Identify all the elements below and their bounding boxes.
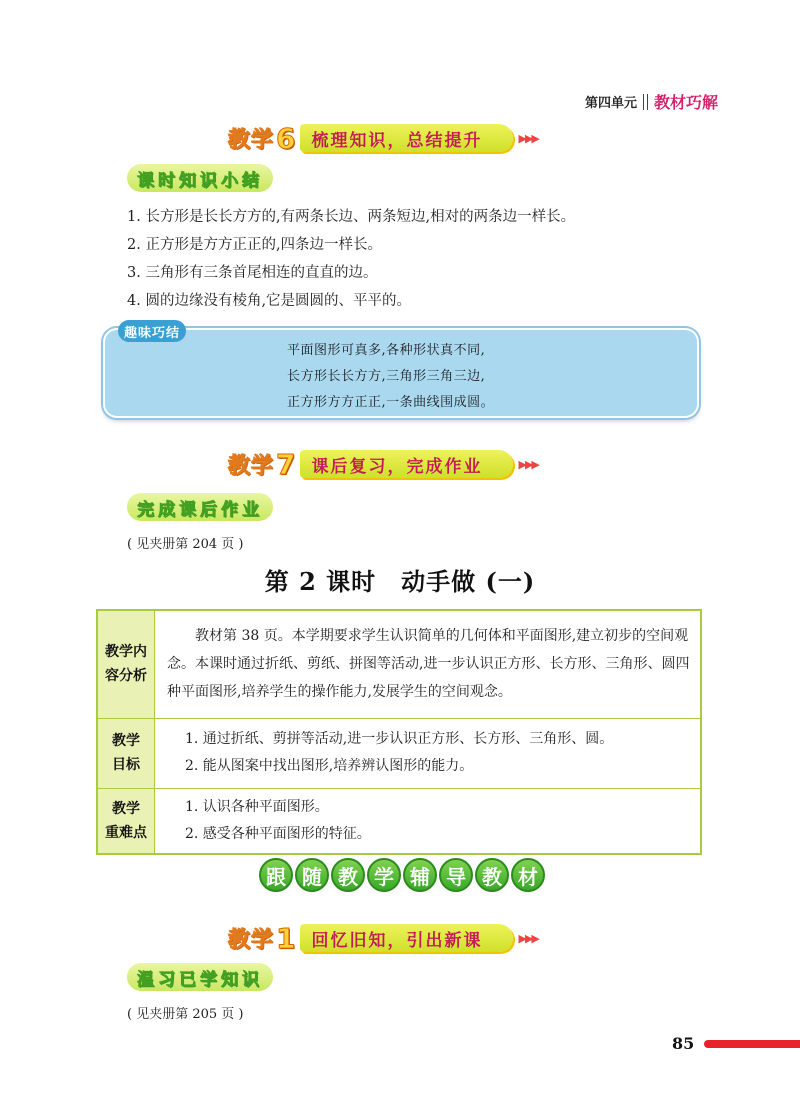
arrow-icon: ▶▶▶	[518, 131, 538, 145]
step-title: 课后复习，完成作业	[300, 450, 513, 478]
step-word: 教学	[228, 127, 275, 153]
row-content: 教材第 38 页。本学期要求学生认识简单的几何体和平面图形,建立初步的空间观念。本课时通过折纸、剪纸、拼图等活动,进一步认识正方形、长方形、三角形、圆四种平面图形,培养学生的操作能力,发展学生的空间观念。	[155, 610, 702, 718]
step-banner-1	[228, 922, 538, 954]
section-title: 教材巧解	[653, 93, 718, 112]
page-number: 85	[672, 1034, 695, 1053]
fun-summary-label: 趣味巧结	[118, 320, 186, 342]
lesson-title: 第 2 课时 动手做 (一)	[264, 567, 536, 596]
list-item: 1. 通过折纸、剪拼等活动,进一步认识正方形、长方形、三角形、圆。	[185, 731, 614, 747]
follow-teaching-heading	[259, 858, 545, 892]
row-header: 教学内 容分析	[97, 610, 155, 718]
lesson-plan-table	[96, 609, 702, 855]
heading-char: 材	[511, 858, 545, 892]
poem-line: 长方形长长方方,三角形三角三边,	[287, 369, 486, 384]
step-title: 回忆旧知，引出新课	[300, 924, 513, 952]
review-reference: ( 见夹册第 205 页 )	[127, 1007, 244, 1022]
step-number: 1	[276, 921, 296, 955]
row-header: 教学 重难点	[97, 788, 155, 854]
list-item: 2. 感受各种平面图形的特征。	[185, 825, 371, 842]
row-header: 教学 目标	[97, 718, 155, 788]
heading-char: 导	[439, 858, 473, 892]
header-separator	[643, 94, 648, 110]
table-row	[97, 718, 701, 788]
review-label: 温习已学知识	[127, 963, 273, 991]
heading-char: 教	[331, 858, 365, 892]
summary-item: 3. 三角形有三条首尾相连的直直的边。	[127, 265, 378, 281]
row-content	[155, 788, 702, 854]
summary-item: 2. 正方形是方方正正的,四条边一样长。	[127, 237, 383, 253]
arrow-icon: ▶▶▶	[518, 457, 538, 471]
step-banner-6	[228, 122, 538, 154]
step-banner-7	[228, 448, 538, 480]
list-item: 2. 能从图案中找出图形,培养辨认图形的能力。	[185, 758, 474, 774]
running-header	[585, 90, 718, 113]
heading-char: 辅	[403, 858, 437, 892]
heading-char: 教	[475, 858, 509, 892]
heading-char: 学	[367, 858, 401, 892]
heading-char: 随	[295, 858, 329, 892]
page-number-bar	[704, 1040, 800, 1048]
poem-line: 平面图形可真多,各种形状真不同,	[287, 343, 486, 358]
list-item: 1. 认识各种平面图形。	[185, 798, 329, 815]
row-content	[155, 718, 702, 788]
step-word: 教学	[228, 453, 275, 479]
summary-label: 课时知识小结	[127, 164, 273, 192]
step-number: 6	[276, 121, 296, 155]
step-title: 梳理知识，总结提升	[300, 124, 513, 152]
arrow-icon: ▶▶▶	[518, 931, 538, 945]
heading-char: 跟	[259, 858, 293, 892]
homework-label: 完成课后作业	[127, 493, 273, 521]
step-number: 7	[276, 447, 296, 481]
unit-label: 第四单元	[584, 96, 637, 111]
summary-item: 4. 圆的边缘没有棱角,它是圆圆的、平平的。	[127, 293, 412, 309]
summary-item: 1. 长方形是长长方方的,有两条长边、两条短边,相对的两条边一样长。	[127, 209, 576, 225]
step-word: 教学	[228, 927, 275, 953]
table-row	[97, 610, 701, 718]
homework-reference: ( 见夹册第 204 页 )	[127, 537, 244, 552]
poem-line: 正方形方方正正,一条曲线围成圆。	[287, 395, 495, 410]
table-row	[97, 788, 701, 854]
